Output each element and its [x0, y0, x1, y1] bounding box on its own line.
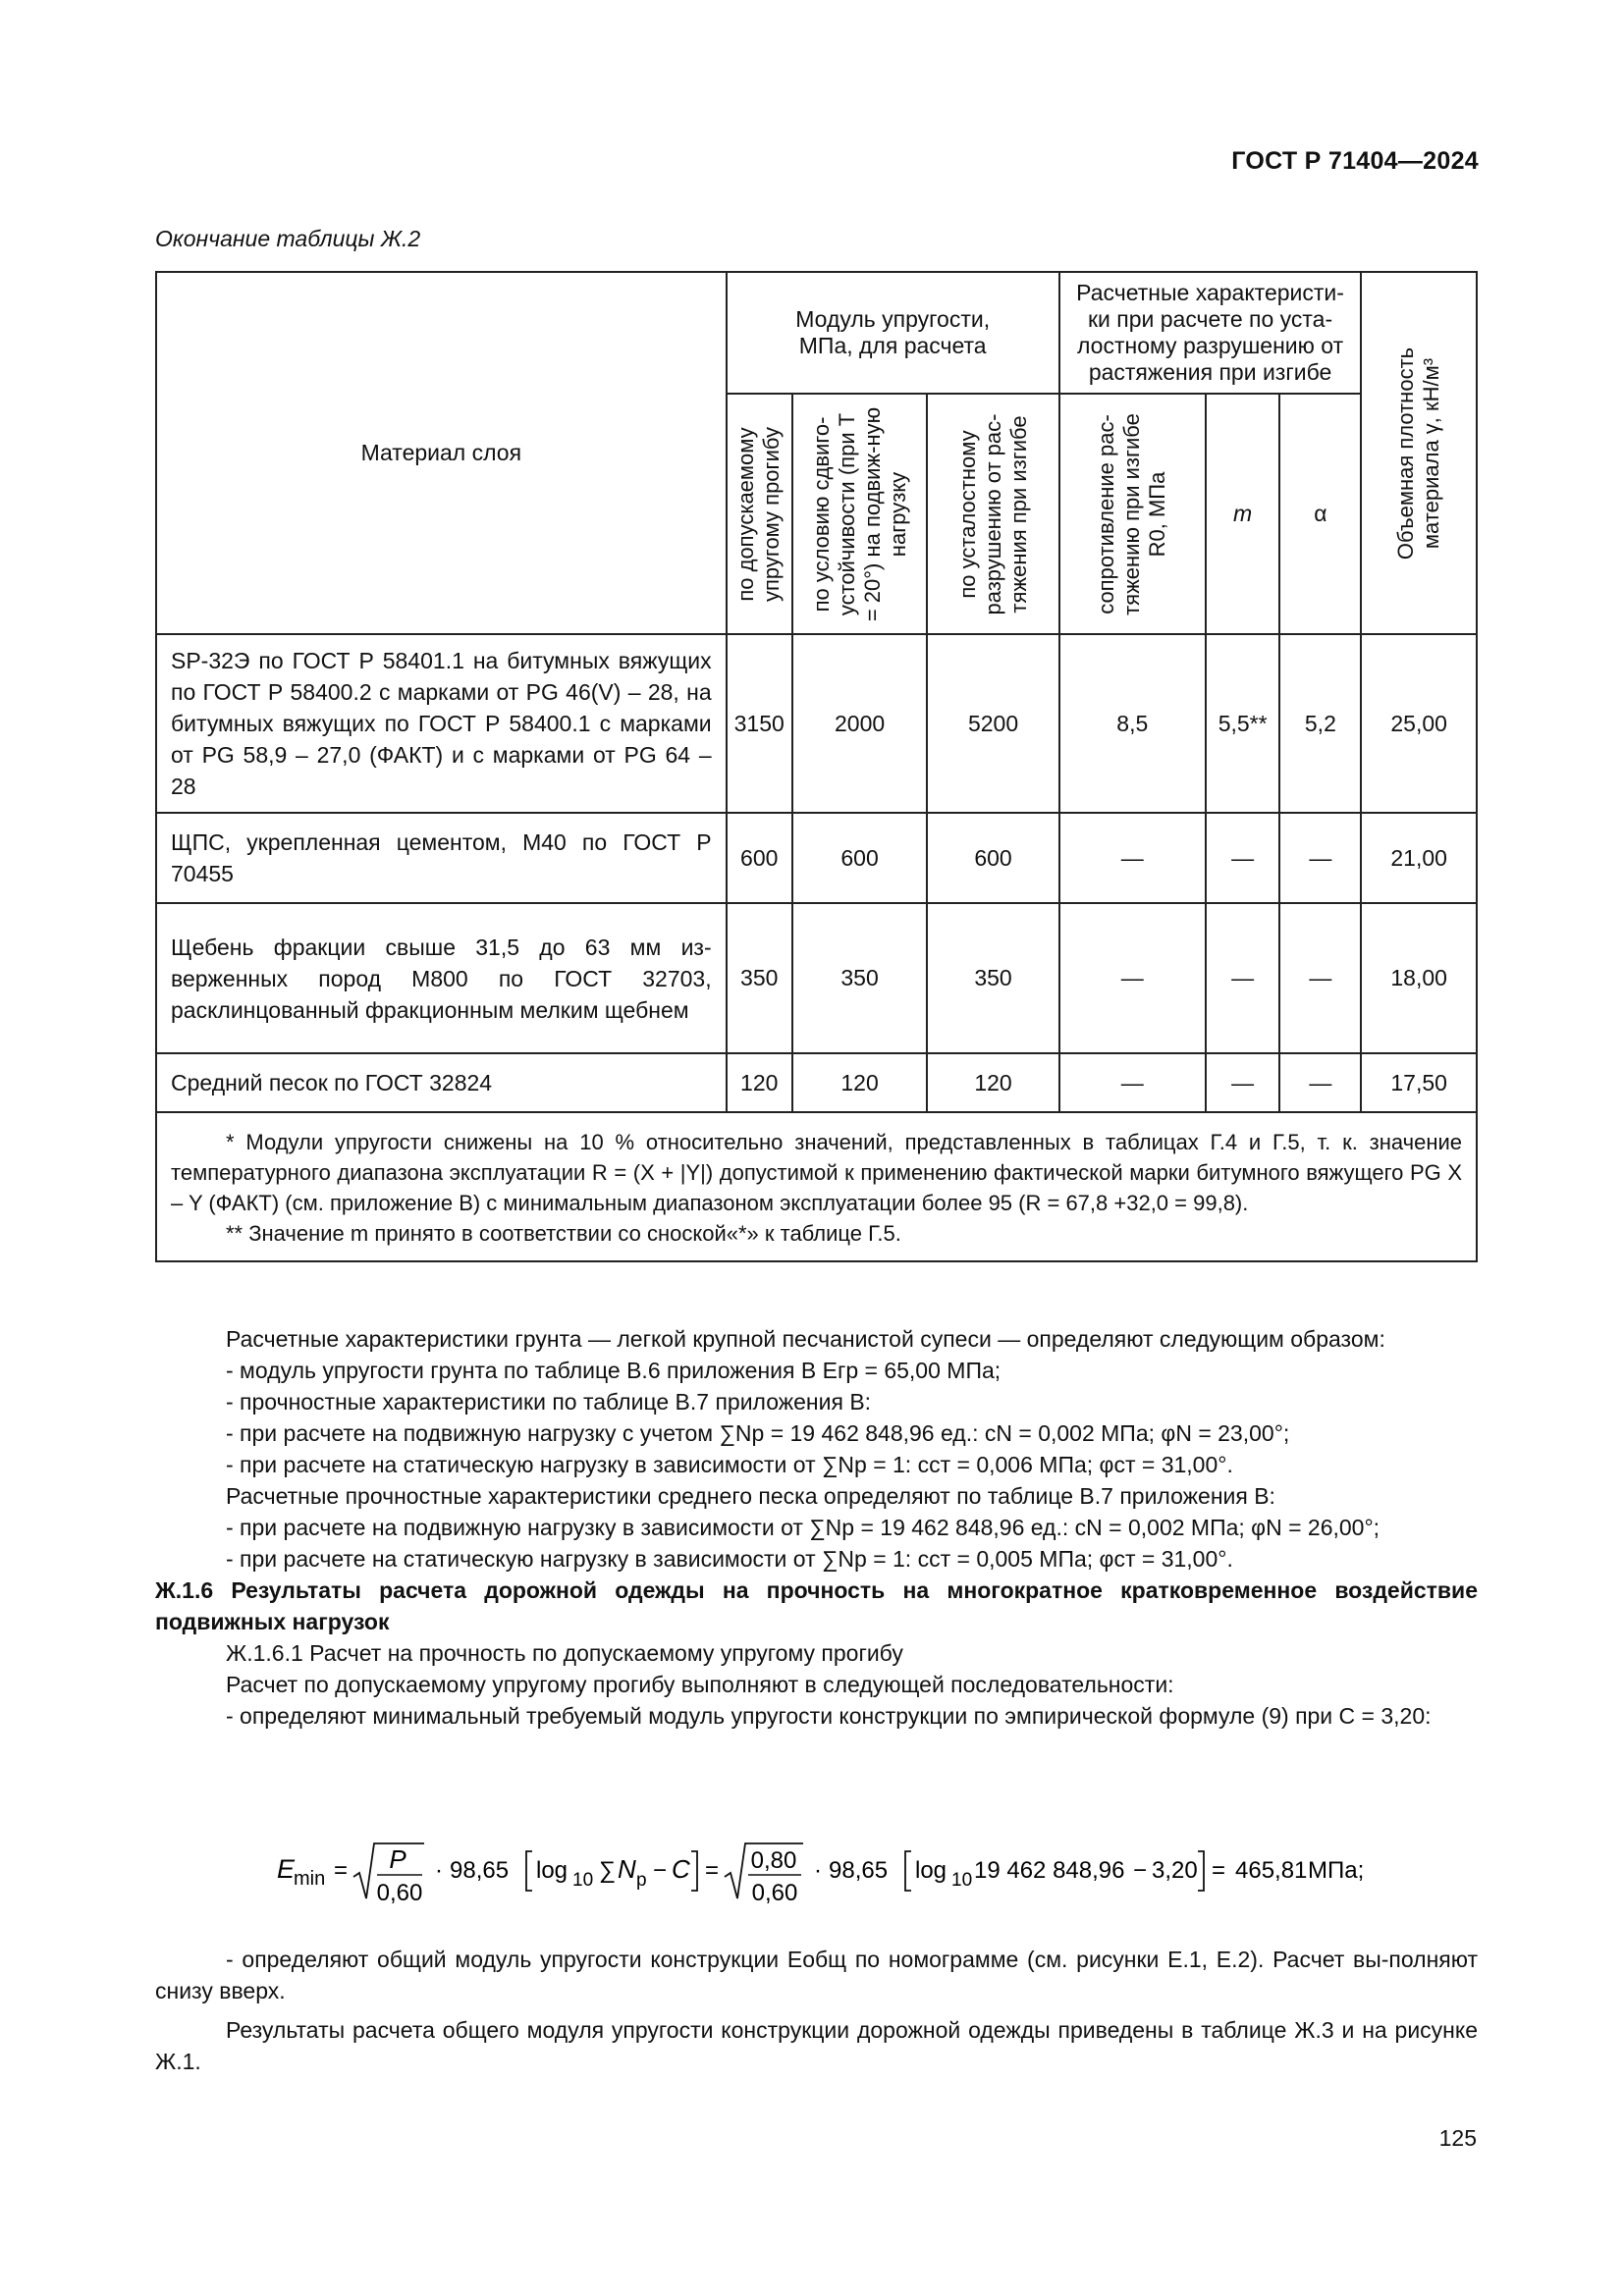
cell-r0: —	[1059, 903, 1206, 1053]
table-row	[156, 1053, 1477, 1112]
cell-alpha: —	[1279, 813, 1361, 903]
cell-m: —	[1206, 813, 1280, 903]
cell-e-shear: 600	[792, 813, 928, 903]
section-heading: Ж.1.6 Результаты расчета дорожной одежды на прочность на многократное кратковременное воздействие подвижных нагрузок	[155, 1577, 1478, 1634]
paragraph: Расчетные характеристики грунта — легкой крупной песчанистой супеси — определяют следующим образом:	[226, 1326, 1385, 1352]
header-modulus-group: Модуль упругости, МПа, для расчета	[727, 272, 1059, 394]
cell-m: —	[1206, 1053, 1280, 1112]
formula-equals: =	[334, 1857, 349, 1884]
cell-e-deflection: 120	[727, 1053, 792, 1112]
frac2-numerator: 0,80	[750, 1847, 797, 1874]
cell-e-fatigue: 5200	[927, 634, 1058, 813]
left-bracket-icon	[526, 1851, 532, 1891]
table-row	[156, 813, 1477, 903]
formula-dot: ·	[435, 1857, 443, 1884]
cell-e-shear: 120	[792, 1053, 928, 1112]
frac1-denominator: 0,60	[376, 1880, 423, 1906]
cell-e-fatigue: 350	[927, 903, 1058, 1053]
formula-minus-2: −	[1133, 1857, 1148, 1884]
header-deflection-cell	[727, 394, 792, 634]
cell-alpha: —	[1279, 903, 1361, 1053]
page-number: 125	[1438, 2125, 1477, 2151]
header-density-cell	[1361, 272, 1477, 634]
subsection-heading: Ж.1.6.1 Расчет на прочность по допускаемому упругому прогибу	[226, 1640, 903, 1666]
header-r0: сопротивление рас-тяжению при изгибе R0, МПа	[1094, 412, 1170, 615]
log-label: log	[536, 1857, 568, 1884]
cell-e-shear: 2000	[792, 634, 928, 813]
formula-lhs: E	[277, 1854, 296, 1884]
formula-unit: МПа;	[1308, 1857, 1365, 1884]
const-value: 3,20	[1152, 1857, 1198, 1884]
page-header-standard: ГОСТ Р 71404—2024	[1231, 147, 1479, 175]
formula-lhs-sub: min	[294, 1868, 326, 1890]
cell-m: 5,5**	[1206, 634, 1280, 813]
header-shear: по условию сдвиго-устойчивости (при T = 20°) на подвиж-ную нагрузку	[808, 406, 910, 621]
cell-material: Щебень фракции свыше 31,5 до 63 мм из-верженных пород М800 по ГОСТ 32703, расклинцованный фракционным мелким щебнем	[156, 903, 727, 1053]
header-deflection: по допускаемому упругому прогибу	[733, 426, 785, 602]
cell-material: ЩПС, укрепленная цементом, М40 по ГОСТ Р 70455	[156, 813, 727, 903]
header-m: m	[1206, 394, 1280, 634]
sum-symbol: ∑	[599, 1857, 617, 1884]
cell-r0: 8,5	[1059, 634, 1206, 813]
paragraph: - при расчете на статическую нагрузку в зависимости от ∑Nр = 1: cст = 0,006 МПа; φст = 31,00°.	[226, 1452, 1233, 1477]
var-n-sub: р	[636, 1870, 647, 1891]
paragraph: - определяют минимальный требуемый модуль упругости конструкции по эмпирической формуле (9) при C = 3,20:	[226, 1703, 1432, 1729]
formula-dot-2: ·	[814, 1857, 822, 1884]
header-material: Материал слоя	[156, 272, 727, 634]
header-r0-cell	[1059, 394, 1206, 634]
cell-e-shear: 350	[792, 903, 928, 1053]
header-fatigue: по усталостному разрушению от рас-тяжения при изгибе	[954, 413, 1031, 614]
formula-coef: 98,65	[450, 1857, 510, 1884]
var-n: N	[618, 1854, 636, 1884]
cell-material: SP-32Э по ГОСТ Р 58401.1 на битумных вяжущих по ГОСТ Р 58400.2 с марками от PG 46(V) – 28, на битумных вяжущих по ГОСТ Р 58400.1 с марками от PG 58,9 – 27,0 (ФАКТ) и с марками от PG 64 – 28	[156, 634, 727, 813]
table-row	[156, 903, 1477, 1053]
formula-result: 465,81	[1235, 1857, 1308, 1884]
table-caption: Окончание таблицы Ж.2	[155, 226, 421, 251]
footnote-1: * Модули упругости снижены на 10 % относительно значений, представленных в таблицах Г.4 и Г.5, т. к. значение температурного диапазона эксплуатации R = (X + |Y|) допустимой к применению фактической марки битумного вяжущего PG X – Y (ФАКТ) (см. приложение В) с минимальным диапазоном эксплуатации более 95 (R = 67,8 +32,0 = 99,8).	[171, 1130, 1462, 1215]
header-calc-group: Расчетные характеристи-ки при расчете по уста-лостному разрушению от растяжения при изгибе	[1059, 272, 1362, 394]
cell-density: 21,00	[1361, 813, 1477, 903]
material-properties-table	[155, 271, 1478, 1262]
header-alpha: α	[1279, 394, 1361, 634]
cell-r0: —	[1059, 1053, 1206, 1112]
header-shear-cell	[792, 394, 928, 634]
cell-m: —	[1206, 903, 1280, 1053]
formula-coef-2: 98,65	[829, 1857, 889, 1884]
cell-e-fatigue: 120	[927, 1053, 1058, 1112]
left-bracket-icon	[905, 1851, 911, 1891]
paragraph: Результаты расчета общего модуля упругости конструкции дорожной одежды приведены в таблице Ж.3 и на рисунке Ж.1.	[155, 2017, 1478, 2074]
log-base-sub: 10	[572, 1870, 594, 1891]
log-label-2: log	[915, 1857, 947, 1884]
log-argument: 19 462 848,96	[974, 1857, 1125, 1884]
paragraph: - прочностные характеристики по таблице В.7 приложения В:	[226, 1389, 872, 1415]
right-bracket-icon	[1198, 1851, 1204, 1891]
cell-e-deflection: 3150	[727, 634, 792, 813]
cell-density: 18,00	[1361, 903, 1477, 1053]
cell-alpha: 5,2	[1279, 634, 1361, 813]
cell-e-deflection: 350	[727, 903, 792, 1053]
paragraph: Расчетные прочностные характеристики среднего песка определяют по таблице В.7 приложения В:	[226, 1483, 1275, 1509]
footnote-2: ** Значение m принято в соответствии со сноской«*» к таблице Г.5.	[226, 1221, 901, 1246]
table-row	[156, 634, 1477, 813]
cell-e-fatigue: 600	[927, 813, 1058, 903]
frac2-denominator: 0,60	[751, 1880, 798, 1906]
paragraph: - при расчете на подвижную нагрузку с учетом ∑Nр = 19 462 848,96 ед.: cN = 0,002 МПа; φN = 23,00°;	[226, 1420, 1290, 1446]
paragraph: - модуль упругости грунта по таблице В.6 приложения В Eгр = 65,00 МПа;	[226, 1358, 1001, 1383]
formula-equals-3: =	[1212, 1857, 1226, 1884]
cell-r0: —	[1059, 813, 1206, 903]
body-text-block-1	[155, 1323, 1478, 1732]
body-text-block-2	[155, 1944, 1478, 2077]
log-base-sub-2: 10	[951, 1870, 973, 1891]
paragraph: - при расчете на статическую нагрузку в зависимости от ∑Nр = 1: cст = 0,005 МПа; φст = 31,00°.	[226, 1546, 1233, 1572]
cell-alpha: —	[1279, 1053, 1361, 1112]
formula-text-group	[277, 1843, 1364, 1906]
formula-minus: −	[653, 1857, 668, 1884]
paragraph: - при расчете на подвижную нагрузку в зависимости от ∑Nр = 19 462 848,96 ед.: cN = 0,002 МПа; φN = 26,00°;	[226, 1515, 1380, 1540]
formula-graphic	[275, 1834, 1375, 1912]
cell-density: 17,50	[1361, 1053, 1477, 1112]
cell-material: Средний песок по ГОСТ 32824	[156, 1053, 727, 1112]
frac1-numerator: P	[389, 1844, 406, 1874]
cell-e-deflection: 600	[727, 813, 792, 903]
paragraph: - определяют общий модуль упругости конструкции Eобщ по номограмме (см. рисунки Е.1, Е.2). Расчет вы-полняют снизу вверх.	[155, 1947, 1478, 2003]
header-density: Объемная плотность материала γ, кН/м³	[1393, 347, 1444, 560]
formula-equals-2: =	[705, 1857, 720, 1884]
const-c: C	[672, 1854, 690, 1884]
right-bracket-icon	[691, 1851, 697, 1891]
cell-density: 25,00	[1361, 634, 1477, 813]
header-fatigue-cell	[927, 394, 1058, 634]
table-footnotes	[156, 1112, 1477, 1261]
emin-formula	[275, 1834, 1375, 1912]
paragraph: Расчет по допускаемому упругому прогибу выполняют в следующей последовательности:	[226, 1672, 1174, 1697]
